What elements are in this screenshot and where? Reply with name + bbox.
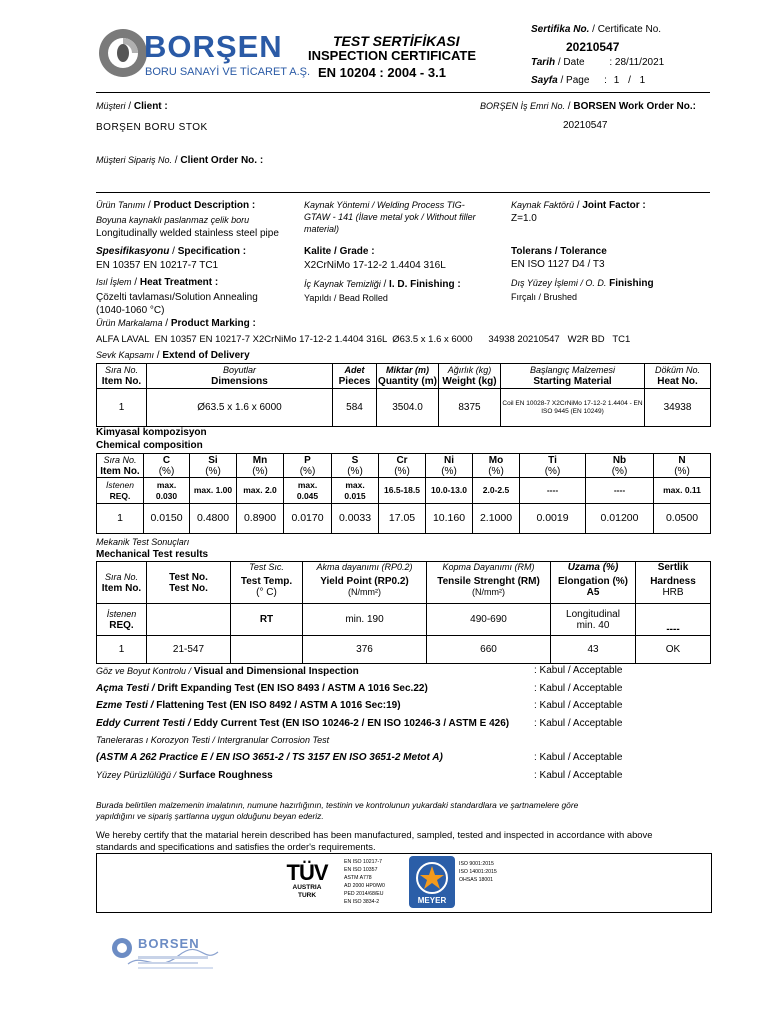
- chem-req-4: max. 0.045: [284, 478, 332, 504]
- date-label-en: Date: [563, 57, 585, 68]
- joint-factor-label-en: Joint Factor :: [582, 200, 646, 211]
- inspection-drift: Açma Testi / Drift Expanding Test (EN ISO 8493 / ASTM A 1016 Sec.22): [96, 683, 428, 694]
- corrosion-result: : Kabul / Acceptable: [534, 752, 623, 763]
- client-order-label-en: Client Order No. :: [180, 155, 264, 166]
- mech-h-item: Sıra No. Item No.: [97, 562, 147, 604]
- mech-test-no: 21-547: [147, 636, 231, 664]
- heat-treatment-label-en: Heat Treatment :: [139, 277, 219, 288]
- chem-h-3: Mn (%): [237, 454, 284, 478]
- mech-h-hardness: Sertlik Hardness HRB: [636, 562, 711, 604]
- inspection-flattening: Ezme Testi / Flattening Test (EN ISO 8492 / ASTM A 1016 Sec:19): [96, 700, 401, 711]
- delivery-material: Coil EN 10028-7 X2CrNiMo 17-12-2 1.4404 - EN ISO 9445 (EN 10249): [501, 389, 645, 427]
- chem-req-10: ----: [586, 478, 654, 504]
- date-value: 28/11/2021: [614, 57, 665, 68]
- delivery-h-item: Sıra No. Item No.: [97, 364, 147, 389]
- welding-process-line3: material): [304, 224, 340, 234]
- title-tr: TEST SERTİFİKASI: [333, 33, 460, 49]
- statement-en: [96, 829, 716, 853]
- mech-req-hardness: ----: [636, 604, 711, 636]
- mech-value-row: [97, 636, 711, 664]
- company-logo: [98, 27, 311, 82]
- od-finishing-label-tr: Dış Yüzey İşlemi / O. D.: [511, 278, 607, 288]
- inspection-eddy-result: : Kabul / Acceptable: [534, 718, 623, 729]
- chem-h-11: N (%): [654, 454, 711, 478]
- mech-h-temp: Test Sıc. Test Temp. (° C): [231, 562, 303, 604]
- work-order-label-en: BORSEN Work Order No.:: [573, 101, 696, 112]
- marking-label: Ürün Markalama / Product Marking :: [96, 318, 256, 329]
- chem-req-7: 10.0-13.0: [426, 478, 473, 504]
- chem-label-tr: Kimyasal kompozisyon: [96, 427, 207, 438]
- heat-treatment-value: Çözelti tavlaması/Solution Annealing: [96, 292, 258, 303]
- chem-req-2: max. 1.00: [190, 478, 237, 504]
- client-label-tr: Müşteri: [96, 101, 126, 111]
- cert-no-value: 20210547: [566, 40, 620, 54]
- mech-req-elongation: Longitudinal min. 40: [551, 604, 636, 636]
- certification-box: [96, 853, 712, 913]
- cert-no-label-en: Certificate No.: [597, 24, 662, 35]
- client-value: BORŞEN BORU STOK: [96, 122, 208, 133]
- mech-header-row: [97, 562, 711, 604]
- title-en: INSPECTION CERTIFICATE: [308, 48, 477, 63]
- client-rule: [96, 192, 710, 193]
- mech-h-yield: Akma dayanımı (RP0.2) Yield Point (RP0.2) (N/mm²): [303, 562, 427, 604]
- product-desc-en: Longitudinally welded stainless steel pipe: [96, 228, 279, 239]
- chem-req-1: max. 0.030: [144, 478, 190, 504]
- chem-h-5: S (%): [332, 454, 379, 478]
- chem-value-11: 0.0500: [654, 504, 711, 534]
- company-name: BORŞEN: [144, 29, 283, 64]
- delivery-row: [97, 389, 711, 427]
- meyer-standards: ISO 9001:2015 ISO 14001:2015 OHSAS 18001: [459, 861, 497, 883]
- product-desc-tr: Boyuna kaynaklı paslanmaz çelik boru: [96, 215, 250, 225]
- chem-req-3: max. 2.0: [237, 478, 284, 504]
- chem-h-9: Ti (%): [520, 454, 586, 478]
- delivery-table: [96, 363, 711, 427]
- chem-h-8: Mo (%): [473, 454, 520, 478]
- statement-tr: [96, 800, 710, 822]
- delivery-pieces: 584: [333, 389, 377, 427]
- delivery-header-row: [97, 364, 711, 389]
- delivery-h-material: Başlangıç Malzemesi Starting Material: [501, 364, 645, 389]
- work-order-label: BORŞEN İş Emri No. / BORSEN Work Order No.:: [480, 101, 696, 112]
- work-order-label-tr: BORŞEN İş Emri No.: [480, 101, 566, 111]
- inspection-drift-result: : Kabul / Acceptable: [534, 683, 623, 694]
- chem-value-5: 0.0033: [332, 504, 379, 534]
- meyer-logo-text: MEYER: [417, 896, 447, 905]
- chem-value-2: 0.4800: [190, 504, 237, 534]
- page-label-tr: Sayfa: [531, 75, 558, 86]
- tuv-standards: EN ISO 10217-7 EN ISO 10357 ASTM A778 AD 2000 HP0/W0 PED 2014/68/EU EN ISO 3834-2: [344, 859, 385, 905]
- corrosion-standard: (ASTM A 262 Practice E / EN ISO 3651-2 / TS 3157 EN ISO 3651-2 Metot A): [96, 752, 443, 763]
- chem-value-10: 0.01200: [586, 504, 654, 534]
- meyer-logo: [409, 856, 455, 908]
- od-finishing-label: [511, 278, 654, 289]
- welding-process-line1: Kaynak Yöntemi / Welding Process TIG-: [304, 200, 465, 210]
- chem-value-3: 0.8900: [237, 504, 284, 534]
- chem-h-10: Nb (%): [586, 454, 654, 478]
- chem-req-0: İstenen REQ.: [97, 478, 144, 504]
- client-label-en: Client :: [133, 101, 168, 112]
- delivery-h-pieces: Adet Pieces: [333, 364, 377, 389]
- mech-h-tensile: Kopma Dayanımı (RM) Tensile Strenght (RM) (N/mm²): [427, 562, 551, 604]
- mech-req-label: İstenen REQ.: [97, 604, 147, 636]
- chem-req-row: [97, 478, 711, 504]
- od-finishing-label-en: Finishing: [609, 278, 654, 289]
- cert-no-label: Sertifika No. / Certificate No.: [531, 24, 662, 35]
- grade-value: X2CrNiMo 17-12-2 1.4404 316L: [304, 260, 446, 271]
- date-label-tr: Tarih: [531, 57, 556, 68]
- work-order-value: 20210547: [563, 120, 608, 131]
- standard-title: EN 10204 : 2004 - 3.1: [318, 65, 446, 80]
- chem-value-0: 1: [97, 504, 144, 534]
- product-desc-label-en: Product Description :: [153, 200, 256, 211]
- id-finishing-label-tr: İç Kaynak Temizliği: [304, 279, 381, 289]
- inspection-flattening-result: : Kabul / Acceptable: [534, 700, 623, 711]
- tuv-logo-sub1: AUSTRIA: [292, 884, 322, 891]
- inspection-visual-result: : Kabul / Acceptable: [534, 665, 623, 676]
- statement-en-line2: standards and specifications and satisfies the order's requirements.: [96, 841, 376, 852]
- chem-value-8: 2.1000: [473, 504, 520, 534]
- tuv-logo-text: TÜV: [286, 860, 328, 885]
- mech-tensile: 660: [427, 636, 551, 664]
- chem-req-11: max. 0.11: [654, 478, 711, 504]
- chem-h-0: Sıra No. Item No.: [97, 454, 144, 478]
- spec-label-tr: Spesifikasyonu: [96, 246, 170, 257]
- chem-value-1: 0.0150: [144, 504, 190, 534]
- tuv-logo: [277, 862, 337, 906]
- marking-label-en: Product Marking :: [170, 318, 256, 329]
- page-label-en: Page: [566, 75, 590, 86]
- page-row: Sayfa / Page : 1 / 1: [531, 75, 646, 86]
- delivery-label: Sevk Kapsamı / Extend of Delivery: [96, 350, 250, 361]
- chem-h-6: Cr (%): [379, 454, 426, 478]
- product-desc-label: Ürün Tanımı / Product Description :: [96, 200, 256, 211]
- inspection-eddy: Eddy Current Testi / Eddy Current Test (EN ISO 10246-2 / EN ISO 10246-3 / ASTM E 426): [96, 718, 510, 729]
- joint-factor-label-tr: Kaynak Faktörü: [511, 200, 575, 210]
- mech-item: 1: [97, 636, 147, 664]
- date-row: Tarih / Date : 28/11/2021: [531, 57, 665, 68]
- chem-h-4: P (%): [284, 454, 332, 478]
- statement-tr-line2: yapıldığını ve sipariş şartlanna uygun olduğunu beyan ederiz.: [96, 811, 324, 821]
- client-order-label: Müşteri Sipariş No. / Client Order No. :: [96, 155, 264, 166]
- mech-h-elongation: Uzama (%) Elongation (%) A5: [551, 562, 636, 604]
- mech-h-test-no: Test No. Test No.: [147, 562, 231, 604]
- grade-label: Kalite / Grade :: [304, 246, 375, 257]
- product-desc-label-tr: Ürün Tanımı: [96, 200, 146, 210]
- tolerance-value: EN ISO 1127 D4 / T3: [511, 259, 605, 270]
- spec-label: Spesifikasyonu / Specification :: [96, 246, 247, 257]
- chem-value-6: 17.05: [379, 504, 426, 534]
- chem-value-7: 10.160: [426, 504, 473, 534]
- footer-company: BORSEN: [138, 936, 200, 951]
- inspection-visual: Göz ve Boyut Kontrolu / Visual and Dimensional Inspection: [96, 666, 359, 677]
- mech-yield: 376: [303, 636, 427, 664]
- spec-value: EN 10357 EN 10217-7 TC1: [96, 260, 219, 271]
- roughness: Yüzey Pürüzlülüğü / Surface Roughness: [96, 770, 273, 781]
- id-finishing-value: Yapıldı / Bead Rolled: [304, 293, 388, 303]
- client-order-label-tr: Müşteri Sipariş No.: [96, 155, 173, 165]
- chem-header-row: [97, 454, 711, 478]
- delivery-dimensions: Ø63.5 x 1.6 x 6000: [147, 389, 333, 427]
- chem-h-1: C (%): [144, 454, 190, 478]
- welding-process: [304, 199, 509, 235]
- delivery-h-quantity: Miktar (m) Quantity (m): [378, 365, 437, 387]
- mech-table: [96, 561, 711, 664]
- mech-elongation: 43: [551, 636, 636, 664]
- chem-req-6: 16.5-18.5: [379, 478, 426, 504]
- statement-en-line1: We hereby certify that the matarial herein described has been manufactured, sampled, tested and inspected in accordance with above: [96, 829, 653, 840]
- od-finishing-value: Fırçalı / Brushed: [511, 292, 578, 302]
- mech-req-temp: RT: [231, 604, 303, 636]
- chem-h-7: Ni (%): [426, 454, 473, 478]
- mech-req-tensile: 490-690: [427, 604, 551, 636]
- chem-req-9: ----: [520, 478, 586, 504]
- tuv-logo-sub2: TURK: [297, 892, 317, 899]
- heat-treatment-range: (1040-1060 °C): [96, 305, 165, 316]
- mech-req-row: [97, 604, 711, 636]
- delivery-label-en: Extend of Delivery: [162, 350, 250, 361]
- joint-factor-label: Kaynak Faktörü / Joint Factor :: [511, 200, 646, 211]
- meyer-star-icon: [409, 856, 455, 896]
- delivery-quantity: 3504.0: [377, 389, 439, 427]
- cert-no-label-tr: Sertifika No.: [531, 24, 590, 35]
- chem-req-8: 2.0-2.5: [473, 478, 520, 504]
- page-number: 1: [613, 75, 620, 86]
- marking-value: ALFA LAVAL EN 10357 EN 10217-7 X2CrNiMo 17-12-2 1.4404 316L Ø63.5 x 1.6 x 6000 34938 20210547 W2R BD TC1: [96, 334, 631, 345]
- chem-table: [96, 453, 711, 534]
- marking-label-tr: Ürün Markalama: [96, 318, 163, 328]
- header-rule: [96, 92, 710, 93]
- tolerance-label: Tolerans / Tolerance: [511, 246, 607, 257]
- delivery-label-tr: Sevk Kapsamı: [96, 350, 155, 360]
- page-total: 1: [639, 75, 646, 86]
- joint-factor-value: Z=1.0: [511, 213, 537, 224]
- mech-label-tr: Mekanik Test Sonuçları: [96, 537, 190, 547]
- statement-tr-line1: Burada belirtilen malzemenin imalatının, numune hazırlığının, testinin ve kontrolunun yukardaki standardlara ve şartnamelere göre: [96, 800, 579, 810]
- mech-temp: [231, 636, 303, 664]
- chem-value-row: [97, 504, 711, 534]
- mech-hardness: OK: [636, 636, 711, 664]
- chem-h-2: Si (%): [190, 454, 237, 478]
- chem-label-en: Chemical composition: [96, 440, 203, 451]
- welding-process-line2: GTAW - 141 (İlave metal yok / Without filler: [304, 212, 476, 222]
- client-label: Müşteri / Client :: [96, 101, 168, 112]
- id-finishing-label-en: I. D. Finishing :: [389, 279, 461, 290]
- mech-req-yield: min. 190: [303, 604, 427, 636]
- heat-treatment-label-tr: Isıl İşlem: [96, 277, 132, 287]
- corrosion-title: Taneleraras ı Korozyon Testi / Intergranular Corrosion Test: [96, 735, 330, 745]
- mech-label-en: Mechanical Test results: [96, 549, 209, 560]
- chem-req-5: max. 0.015: [332, 478, 379, 504]
- delivery-item: 1: [97, 389, 147, 427]
- chem-value-9: 0.0019: [520, 504, 586, 534]
- id-finishing-label: İç Kaynak Temizliği / I. D. Finishing :: [304, 279, 461, 290]
- spec-label-en: Specification :: [177, 246, 247, 257]
- roughness-result: : Kabul / Acceptable: [534, 770, 623, 781]
- chem-value-4: 0.0170: [284, 504, 332, 534]
- delivery-h-dimensions: Boyutlar Dimensions: [147, 364, 333, 389]
- company-subtitle: BORU SANAYİ VE TİCARET A.Ş.: [145, 66, 311, 78]
- footer-stamp: [108, 934, 228, 980]
- delivery-weight: 8375: [439, 389, 501, 427]
- delivery-h-weight: Ağırlık (kg) Weight (kg): [439, 364, 501, 389]
- heat-treatment-label: Isıl İşlem / Heat Treatment :: [96, 277, 219, 288]
- delivery-heat-no: 34938: [645, 389, 711, 427]
- mech-req-test-no: [147, 604, 231, 636]
- delivery-h-heat: Döküm No. Heat No.: [645, 364, 711, 389]
- borsen-emblem-icon: [98, 27, 148, 79]
